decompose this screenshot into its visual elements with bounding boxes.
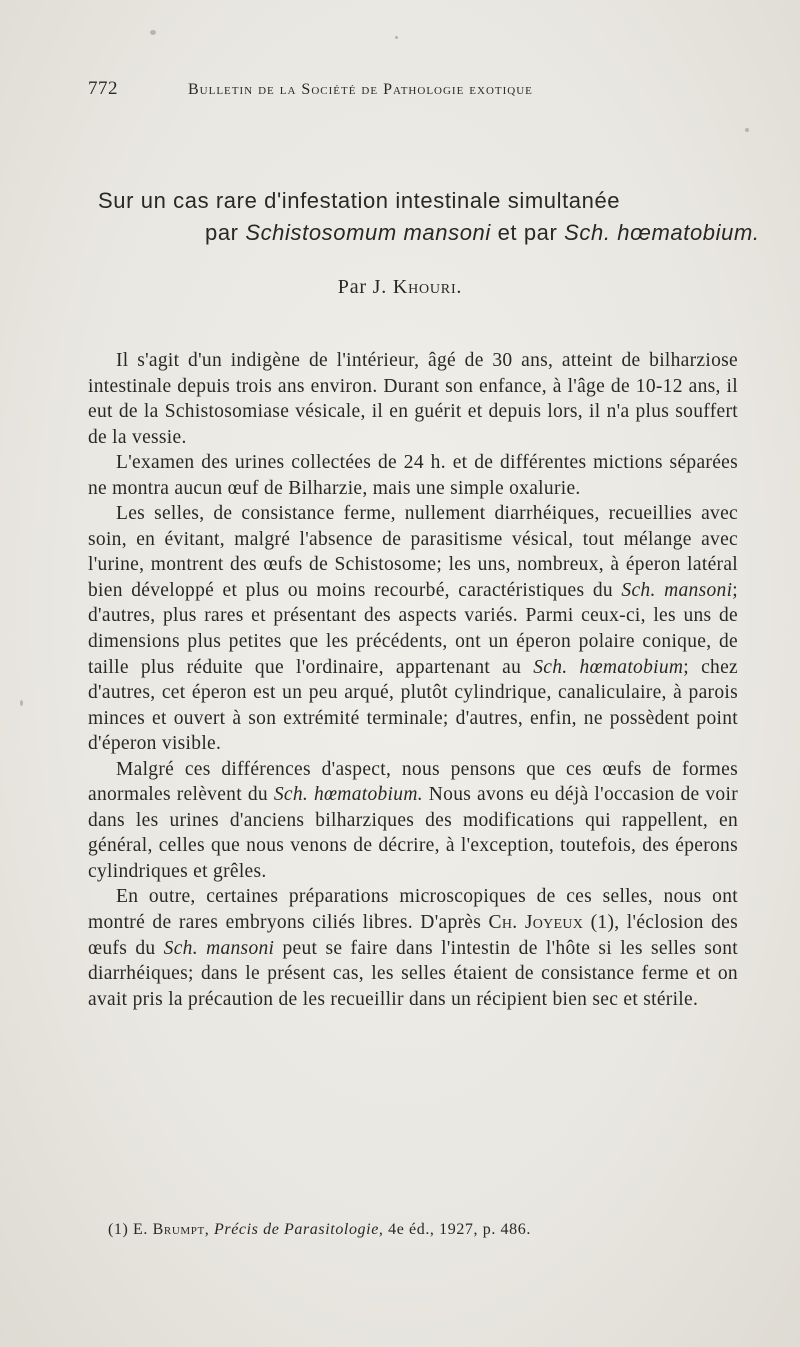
species-name: Sch. mansoni (621, 579, 733, 601)
paper-speck (745, 128, 749, 132)
species-name: Sch. mansoni (163, 937, 275, 959)
paragraph-5: En outre, certaines préparations microscopiques de ces selles, nous ont montré de rares embryons ciliés libres. D'après Ch. Joyeux (1), l'éclosion des œufs du Sch. mansoni peut se faire dans l'intestin de l'hôte si les selles sont diarrhéiques; dans le présent cas, les selles étaient de consistance ferme et on avait pris la précaution de les recueillir dans un récipient bien sec et stérile. (88, 886, 739, 1010)
page-number: 772 (88, 78, 118, 99)
paper-speck (395, 36, 398, 39)
article-author: Par J. Khouri. (337, 276, 463, 298)
journal-running-title: Bulletin de la Société de Pathologie exotique (188, 81, 533, 98)
species-name: Sch. hœmatobium (533, 656, 684, 678)
footnote-work-title: Précis de Parasitologie, (209, 1221, 384, 1238)
paper-speck (20, 700, 23, 706)
footnote: (1) E. Brumpt, Précis de Parasitologie, 4e éd., 1927, p. 486. (108, 1221, 531, 1238)
article-title-line-2: par Schistosomum mansoni et par Sch. hœmatobium. (205, 220, 760, 245)
paragraph-3: Les selles, de consistance ferme, nullement diarrhéiques, recueillies avec soin, en évitant, malgré l'absence de parasitisme vésical, tout mélange avec l'urine, montrent des œufs de Schistosome; les uns, nombreux, à éperon latéral bien développé et plus ou moins recourbé, caractéristiques du Sch. mansoni; d'autres, plus rares et présentant des aspects variés. Parmi ceux-ci, les uns de dimensions plus petites que les précédents, ont un éperon polaire conique, de taille plus réduite que l'ordinaire, appartenant au Sch. hœmatobium; chez d'autres, cet éperon est un peu arqué, plutôt cylindrique, canaliculaire, à parois minces et ouvert à son extrémité terminale; d'autres, enfin, ne possèdent point d'éperon visible. (88, 503, 739, 755)
species-name: Sch. hœmatobium. (273, 784, 423, 806)
running-header (88, 78, 658, 108)
paper-speck (150, 30, 156, 35)
cited-author: Ch. Joyeux (488, 912, 584, 934)
author-name: Khouri. (392, 276, 463, 298)
species-name: Schistosomum mansoni (245, 220, 491, 245)
species-name: Sch. hœmatobium. (564, 220, 760, 245)
paragraph-2: L'examen des urines collectées de 24 h. et de différentes mictions séparées ne montra aucun œuf de Bilharzie, mais une simple oxalurie. (88, 452, 738, 499)
paragraph-4: Malgré ces différences d'aspect, nous pensons que ces œufs de formes anormales relèvent du Sch. hœmatobium. Nous avons eu déjà l'occasion de voir dans les urines d'anciens bilharziques des modifications qui rappellent, en général, celles que nous venons de décrire, à l'exception, toutefois, des éperons cylindriques et grêles. (88, 758, 738, 882)
paragraph-1: Il s'agit d'un indigène de l'intérieur, âgé de 30 ans, atteint de bilharziose intestinale depuis trois ans environ. Durant son enfance, à l'âge de 10-12 ans, il eut de la Schistosomiase vésicale, il en guérit et depuis lors, il n'a plus souffert de la vessie. (88, 350, 738, 448)
footnote-author: Brumpt, (152, 1221, 210, 1238)
article-title-line-1: Sur un cas rare d'infestation intestinale simultanée (98, 188, 621, 213)
article-body (88, 348, 738, 1012)
